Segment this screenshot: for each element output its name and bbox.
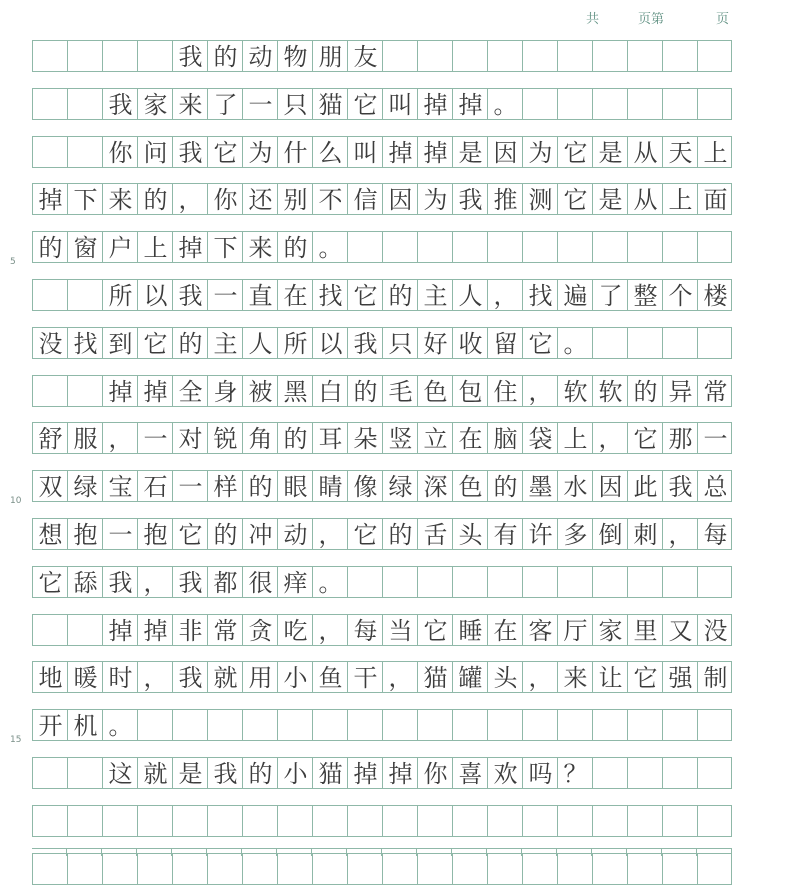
grid-row [32, 805, 732, 837]
grid-cell-char: ， [318, 521, 343, 549]
grid-cell-char: 你 [423, 760, 448, 788]
grid-cell-char: 身 [213, 378, 238, 406]
grid-cell-char: 因 [598, 473, 623, 501]
grid-row [32, 470, 732, 502]
grid-cell-char: 头 [458, 521, 483, 549]
grid-cell-char: ， [143, 664, 168, 692]
grid-cell-char: 我 [178, 43, 203, 71]
grid-cell-char: 动 [283, 521, 308, 549]
grid-cell-char: 异 [668, 378, 693, 406]
grid-cell-char: 上 [703, 139, 728, 167]
grid-cell-char: 立 [423, 425, 448, 453]
grid-cell-char: 的 [388, 521, 413, 549]
grid-cell-char: 。 [563, 330, 588, 358]
grid-cell-char: 它 [353, 282, 378, 310]
grid-cell-char: 来 [178, 91, 203, 119]
grid-cell-char: 所 [283, 330, 308, 358]
grid-row [32, 709, 732, 741]
grid-row [32, 853, 732, 885]
grid-cell-char: ？ [563, 760, 588, 788]
grid-cell-char: 小 [283, 664, 308, 692]
grid-cell-char: 总 [703, 473, 728, 501]
grid-row [32, 518, 732, 550]
grid-cell-char: 在 [493, 617, 518, 645]
grid-cell-char: 我 [213, 760, 238, 788]
grid-cell-char: 掉 [353, 760, 378, 788]
grid-cell-char: 。 [318, 234, 343, 262]
grid-cell-char: 到 [108, 330, 133, 358]
grid-cell-char: 机 [73, 712, 98, 740]
grid-cell-char: 你 [108, 139, 133, 167]
grid-cell-char: 一 [178, 473, 203, 501]
grid-cell-char: 朋 [318, 43, 343, 71]
grid-cell-char: 的 [178, 330, 203, 358]
grid-cell-char: 贪 [248, 617, 273, 645]
grid-cell-char: 猫 [318, 91, 343, 119]
grid-cell-char: 上 [668, 186, 693, 214]
grid-cell-char: 物 [283, 43, 308, 71]
grid-cell-char: 石 [143, 473, 168, 501]
grid-cell-char: 样 [213, 473, 238, 501]
grid-cell-char: 掉 [143, 617, 168, 645]
header-total-label: 共 [586, 12, 600, 27]
grid-cell-char: 了 [598, 282, 623, 310]
grid-row [32, 40, 732, 72]
grid-cell-char: 找 [528, 282, 553, 310]
grid-cell-char: 想 [38, 521, 63, 549]
grid-cell-char: 掉 [423, 139, 448, 167]
grid-cell-char: 厅 [563, 617, 588, 645]
grid-cell-char: 掉 [388, 760, 413, 788]
grid-cell-char: 软 [563, 378, 588, 406]
grid-cell-char: 从 [633, 186, 658, 214]
grid-cell-char: 客 [528, 617, 553, 645]
grid-cell-char: 是 [598, 186, 623, 214]
grid-cell-char: 为 [248, 139, 273, 167]
grid-cell-char: 掉 [178, 234, 203, 262]
grid-cell-char: 欢 [493, 760, 518, 788]
grid-cell-char: 下 [213, 234, 238, 262]
grid-cell-char: ， [493, 282, 518, 310]
grid-cell-char: 黑 [283, 378, 308, 406]
grid-cell-char: 掉 [143, 378, 168, 406]
grid-cell-char: 人 [248, 330, 273, 358]
grid-cell-char: 让 [598, 664, 623, 692]
grid-cell-char: 它 [563, 139, 588, 167]
grid-cell-char: 舒 [38, 425, 63, 453]
grid-cell-char: ， [598, 425, 623, 453]
grid-cell-char: 绿 [388, 473, 413, 501]
grid-cell-char: 吗 [528, 760, 553, 788]
header-page-of-label: 页第 [638, 12, 665, 27]
grid-cell-char: 睛 [318, 473, 343, 501]
grid-cell-char: 的 [633, 378, 658, 406]
grid-cell-char: 是 [458, 139, 483, 167]
grid-cell-char: 问 [143, 139, 168, 167]
grid-cell-char: ， [108, 425, 133, 453]
grid-cell-char: 暖 [73, 664, 98, 692]
grid-cell-char: 遍 [563, 282, 588, 310]
grid-cell-char: 常 [703, 378, 728, 406]
grid-cell-char: 户 [108, 234, 133, 262]
grid-cell-char: 个 [668, 282, 693, 310]
grid-cell-char: 上 [143, 234, 168, 262]
grid-cell-char: 都 [213, 569, 238, 597]
grid-cell-char: 的 [493, 473, 518, 501]
grid-cell-char: 许 [528, 521, 553, 549]
grid-cell-char: ， [528, 378, 553, 406]
grid-cell-char: 睡 [458, 617, 483, 645]
grid-cell-char: 。 [318, 569, 343, 597]
grid-cell-char: 绿 [73, 473, 98, 501]
grid-cell-char: 掉 [108, 617, 133, 645]
grid-cell-char: 我 [178, 664, 203, 692]
grid-cell-char: 宝 [108, 473, 133, 501]
grid-cell-char: 叫 [388, 91, 413, 119]
line-number-5: 5 [10, 257, 16, 267]
grid-cell-char: 鱼 [318, 664, 343, 692]
grid-cell-char: 干 [353, 664, 378, 692]
grid-cell-char: 我 [108, 569, 133, 597]
grid-cell-char: 它 [213, 139, 238, 167]
grid-row [32, 661, 732, 693]
grid-cell-char: 为 [528, 139, 553, 167]
grid-cell-char: 别 [283, 186, 308, 214]
grid-cell-char: 因 [493, 139, 518, 167]
grid-cell-char: 收 [458, 330, 483, 358]
grid-cell-char: 掉 [423, 91, 448, 119]
grid-cell-char: 还 [248, 186, 273, 214]
grid-cell-char: 非 [178, 617, 203, 645]
grid-cell-char: 以 [143, 282, 168, 310]
grid-cell-char: 推 [493, 186, 518, 214]
grid-cell-char: 的 [213, 521, 238, 549]
grid-cell-char: 只 [283, 91, 308, 119]
grid-cell-char: 软 [598, 378, 623, 406]
grid-cell-char: 白 [318, 378, 343, 406]
grid-cell-char: 只 [388, 330, 413, 358]
grid-cell-char: 开 [38, 712, 63, 740]
grid-cell-char: 来 [563, 664, 588, 692]
grid-cell-char: 从 [633, 139, 658, 167]
grid-row [32, 614, 732, 646]
grid-cell-char: 下 [73, 186, 98, 214]
grid-cell-char: 整 [633, 282, 658, 310]
grid-cell-char: 罐 [458, 664, 483, 692]
grid-cell-char: 墨 [528, 473, 553, 501]
grid-cell-char: 色 [423, 378, 448, 406]
grid-cell-char: 是 [598, 139, 623, 167]
grid-cell-char: 它 [353, 521, 378, 549]
grid-cell-char: 它 [38, 569, 63, 597]
grid-cell-char: 色 [458, 473, 483, 501]
grid-cell-char: 什 [283, 139, 308, 167]
grid-cell-char: 掉 [38, 186, 63, 214]
grid-cell-char: 双 [38, 473, 63, 501]
grid-cell-char: 多 [563, 521, 588, 549]
grid-row [32, 279, 732, 311]
grid-cell-char: 舔 [73, 569, 98, 597]
grid-cell-char: 掉 [108, 378, 133, 406]
grid-cell-char: 找 [73, 330, 98, 358]
grid-row [32, 375, 732, 407]
grid-cell-char: 一 [248, 91, 273, 119]
grid-cell-char: 一 [213, 282, 238, 310]
grid-cell-char: 每 [703, 521, 728, 549]
grid-cell-char: 找 [318, 282, 343, 310]
grid-cell-char: 制 [703, 664, 728, 692]
grid-cell-char: 朵 [353, 425, 378, 453]
grid-cell-char: 耳 [318, 425, 343, 453]
grid-row-partial [32, 848, 732, 856]
grid-cell-char: 测 [528, 186, 553, 214]
grid-cell-char: 的 [353, 378, 378, 406]
grid-cell-char: 友 [353, 43, 378, 71]
grid-cell-char: 就 [213, 664, 238, 692]
grid-cell-char: 家 [143, 91, 168, 119]
grid-cell-char: 就 [143, 760, 168, 788]
grid-cell-char: 吃 [283, 617, 308, 645]
grid-cell-char: 一 [108, 521, 133, 549]
grid-cell-char: 信 [353, 186, 378, 214]
grid-row [32, 88, 732, 120]
grid-cell-char: ， [388, 664, 413, 692]
grid-cell-char: 叫 [353, 139, 378, 167]
grid-cell-char: 它 [353, 91, 378, 119]
grid-cell-char: 所 [108, 282, 133, 310]
grid-cell-char: 袋 [528, 425, 553, 453]
grid-cell-char: 当 [388, 617, 413, 645]
grid-cell-char: 猫 [318, 760, 343, 788]
grid-cell-char: 很 [248, 569, 273, 597]
grid-cell-char: 抱 [73, 521, 98, 549]
grid-row [32, 136, 732, 168]
grid-cell-char: 是 [178, 760, 203, 788]
grid-cell-char: 又 [668, 617, 693, 645]
grid-cell-char: 的 [388, 282, 413, 310]
grid-cell-char: 你 [213, 186, 238, 214]
grid-cell-char: 来 [108, 186, 133, 214]
grid-cell-char: 深 [423, 473, 448, 501]
grid-row [32, 327, 732, 359]
grid-cell-char: 为 [423, 186, 448, 214]
grid-cell-char: 它 [633, 664, 658, 692]
grid-row [32, 183, 732, 215]
grid-cell-char: ， [178, 186, 203, 214]
grid-cell-char: 家 [598, 617, 623, 645]
grid-cell-char: 像 [353, 473, 378, 501]
grid-cell-char: ， [528, 664, 553, 692]
grid-cell-char: 因 [388, 186, 413, 214]
grid-cell-char: 它 [633, 425, 658, 453]
grid-cell-char: 它 [423, 617, 448, 645]
grid-cell-char: 。 [493, 91, 518, 119]
grid-cell-char: 的 [213, 43, 238, 71]
grid-cell-char: 的 [38, 234, 63, 262]
grid-cell-char: 了 [213, 91, 238, 119]
grid-cell-char: ， [143, 569, 168, 597]
grid-cell-char: 舌 [423, 521, 448, 549]
grid-cell-char: 一 [703, 425, 728, 453]
grid-cell-char: 天 [668, 139, 693, 167]
grid-cell-char: 没 [703, 617, 728, 645]
grid-row [32, 757, 732, 789]
line-number-10: 10 [10, 496, 22, 506]
grid-cell-char: 对 [178, 425, 203, 453]
grid-cell-char: 我 [178, 282, 203, 310]
grid-cell-char: 在 [283, 282, 308, 310]
grid-cell-char: 好 [423, 330, 448, 358]
grid-cell-char: 全 [178, 378, 203, 406]
grid-cell-char: 常 [213, 617, 238, 645]
grid-cell-char: 强 [668, 664, 693, 692]
grid-cell-char: ， [668, 521, 693, 549]
grid-cell-char: 每 [353, 617, 378, 645]
grid-cell-char: 的 [283, 234, 308, 262]
grid-cell-char: ， [318, 617, 343, 645]
grid-cell-char: 楼 [703, 282, 728, 310]
grid-cell-char: 倒 [598, 521, 623, 549]
grid-cell-char: 有 [493, 521, 518, 549]
grid-cell-char: 眼 [283, 473, 308, 501]
grid-cell-char: 主 [213, 330, 238, 358]
grid-cell-char: 掉 [458, 91, 483, 119]
grid-cell-char: 它 [563, 186, 588, 214]
grid-cell-char: 用 [248, 664, 273, 692]
grid-cell-char: 住 [493, 378, 518, 406]
grid-cell-char: 我 [178, 139, 203, 167]
grid-cell-char: 来 [248, 234, 273, 262]
grid-cell-char: 。 [108, 712, 133, 740]
grid-cell-char: 抱 [143, 521, 168, 549]
grid-cell-char: 以 [318, 330, 343, 358]
grid-cell-char: 的 [248, 473, 273, 501]
grid-cell-char: 我 [668, 473, 693, 501]
grid-cell-char: 我 [353, 330, 378, 358]
grid-cell-char: 它 [178, 521, 203, 549]
grid-cell-char: 人 [458, 282, 483, 310]
grid-cell-char: 我 [108, 91, 133, 119]
grid-cell-char: 喜 [458, 760, 483, 788]
grid-cell-char: 竖 [388, 425, 413, 453]
grid-cell-char: 毛 [388, 378, 413, 406]
grid-cell-char: 水 [563, 473, 588, 501]
grid-cell-char: 没 [38, 330, 63, 358]
grid-cell-char: 时 [108, 664, 133, 692]
grid-cell-char: 被 [248, 378, 273, 406]
grid-cell-char: 地 [38, 664, 63, 692]
grid-cell-char: 痒 [283, 569, 308, 597]
grid-row [32, 566, 732, 598]
grid-row [32, 422, 732, 454]
grid-cell-char: 脑 [493, 425, 518, 453]
grid-cell-char: 刺 [633, 521, 658, 549]
grid-cell-char: 直 [248, 282, 273, 310]
grid-cell-char: 包 [458, 378, 483, 406]
grid-cell-char: 服 [73, 425, 98, 453]
grid-cell-char: 小 [283, 760, 308, 788]
grid-cell-char: 的 [248, 760, 273, 788]
grid-cell-char: 我 [458, 186, 483, 214]
grid-cell-char: 不 [318, 186, 343, 214]
grid-cell-char: 面 [703, 186, 728, 214]
grid-cell-char: 它 [528, 330, 553, 358]
grid-cell-char: 此 [633, 473, 658, 501]
grid-cell-char: 留 [493, 330, 518, 358]
grid-cell-char: 么 [318, 139, 343, 167]
grid-row [32, 231, 732, 263]
grid-cell-char: 的 [143, 186, 168, 214]
grid-cell-char: 猫 [423, 664, 448, 692]
header-page-end-label: 页 [716, 12, 730, 27]
grid-cell-char: 里 [633, 617, 658, 645]
grid-cell-char: 那 [668, 425, 693, 453]
grid-cell-char: 在 [458, 425, 483, 453]
grid-cell-char: 一 [143, 425, 168, 453]
grid-cell-char: 的 [283, 425, 308, 453]
grid-cell-char: 冲 [248, 521, 273, 549]
grid-cell-char: 它 [143, 330, 168, 358]
grid-cell-char: 这 [108, 760, 133, 788]
line-number-15: 15 [10, 735, 22, 745]
grid-cell-char: 动 [248, 43, 273, 71]
grid-cell-char: 窗 [73, 234, 98, 262]
grid-cell-char: 角 [248, 425, 273, 453]
grid-cell-char: 头 [493, 664, 518, 692]
grid-cell-char: 掉 [388, 139, 413, 167]
grid-cell-char: 上 [563, 425, 588, 453]
grid-cell-char: 我 [178, 569, 203, 597]
grid-cell-char: 主 [423, 282, 448, 310]
grid-cell-char: 锐 [213, 425, 238, 453]
